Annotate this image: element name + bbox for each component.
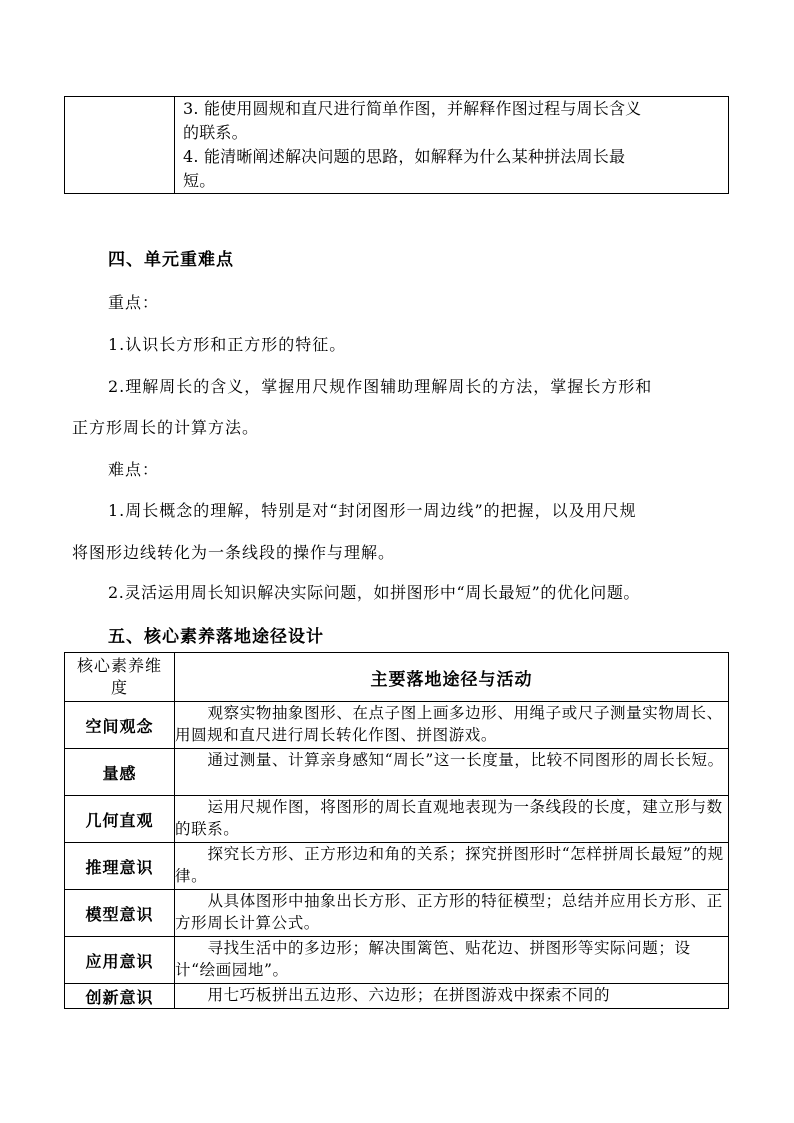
dimension-cell: 模型意识 xyxy=(65,890,175,937)
dimension-cell: 几何直观 xyxy=(65,796,175,843)
activity-cell: 探究长方形、正方形边和角的关系；探究拼图形时“怎样拼周长最短”的规律。 xyxy=(175,843,729,890)
objective-line: 4. 能清晰阐述解决问题的思路，如解释为什么某种拼法周长最 xyxy=(183,147,626,166)
column-header-activities: 主要落地途径与活动 xyxy=(175,653,729,702)
dimension-cell: 应用意识 xyxy=(65,937,175,984)
dimension-cell: 推理意识 xyxy=(65,843,175,890)
empty-label-cell xyxy=(65,97,175,194)
table-header-row xyxy=(65,653,729,702)
section-heading: 五、核心素养落地途径设计 xyxy=(108,627,324,647)
core-literacy-table xyxy=(64,652,729,1009)
activity-cell: 寻找生活中的多边形；解决围篱笆、贴花边、拼图形等实际问题；设计“绘画园地”。 xyxy=(175,937,729,984)
paragraph: 将图形边线转化为一条线段的操作与理解。 xyxy=(72,543,396,562)
table-row xyxy=(65,702,729,749)
key-points-label: 重点： xyxy=(108,293,160,312)
dimension-cell: 量感 xyxy=(65,749,175,796)
objectives-cell xyxy=(175,97,729,194)
table-row xyxy=(65,796,729,843)
column-header-dimension: 核心素养维度 xyxy=(65,653,175,702)
difficult-points-label: 难点： xyxy=(108,460,160,479)
paragraph: 1.认识长方形和正方形的特征。 xyxy=(108,335,347,354)
activity-cell: 通过测量、计算亲身感知“周长”这一长度量，比较不同图形的周长长短。 xyxy=(175,749,729,796)
objective-line: 的联系。 xyxy=(183,123,248,142)
table-row xyxy=(65,97,729,194)
activity-cell: 用七巧板拼出五边形、六边形；在拼图游戏中探索不同的 xyxy=(175,984,729,1009)
objective-line: 3. 能使用圆规和直尺进行简单作图，并解释作图过程与周长含义 xyxy=(183,99,642,118)
paragraph: 2.灵活运用周长知识解决实际问题，如拼图形中“周长最短”的优化问题。 xyxy=(108,583,641,602)
dimension-cell: 空间观念 xyxy=(65,702,175,749)
objectives-table-fragment xyxy=(64,96,729,194)
objective-line: 短。 xyxy=(183,171,216,190)
table-row xyxy=(65,890,729,937)
dimension-cell: 创新意识 xyxy=(65,984,175,1009)
table-row xyxy=(65,984,729,1009)
section-heading: 四、单元重难点 xyxy=(108,250,234,270)
table-row xyxy=(65,843,729,890)
table-row xyxy=(65,937,729,984)
paragraph: 正方形周长的计算方法。 xyxy=(72,418,260,437)
table-row xyxy=(65,749,729,796)
activity-cell: 运用尺规作图，将图形的周长直观地表现为一条线段的长度，建立形与数的联系。 xyxy=(175,796,729,843)
activity-cell: 从具体图形中抽象出长方形、正方形的特征模型；总结并应用长方形、正方形周长计算公式。 xyxy=(175,890,729,937)
paragraph: 1.周长概念的理解，特别是对“封闭图形一周边线”的把握，以及用尺规 xyxy=(108,501,637,520)
paragraph: 2.理解周长的含义，掌握用尺规作图辅助理解周长的方法，掌握长方形和 xyxy=(108,377,653,396)
activity-cell: 观察实物抽象图形、在点子图上画多边形、用绳子或尺子测量实物周长、用圆规和直尺进行周长转化作图、拼图游戏。 xyxy=(175,702,729,749)
